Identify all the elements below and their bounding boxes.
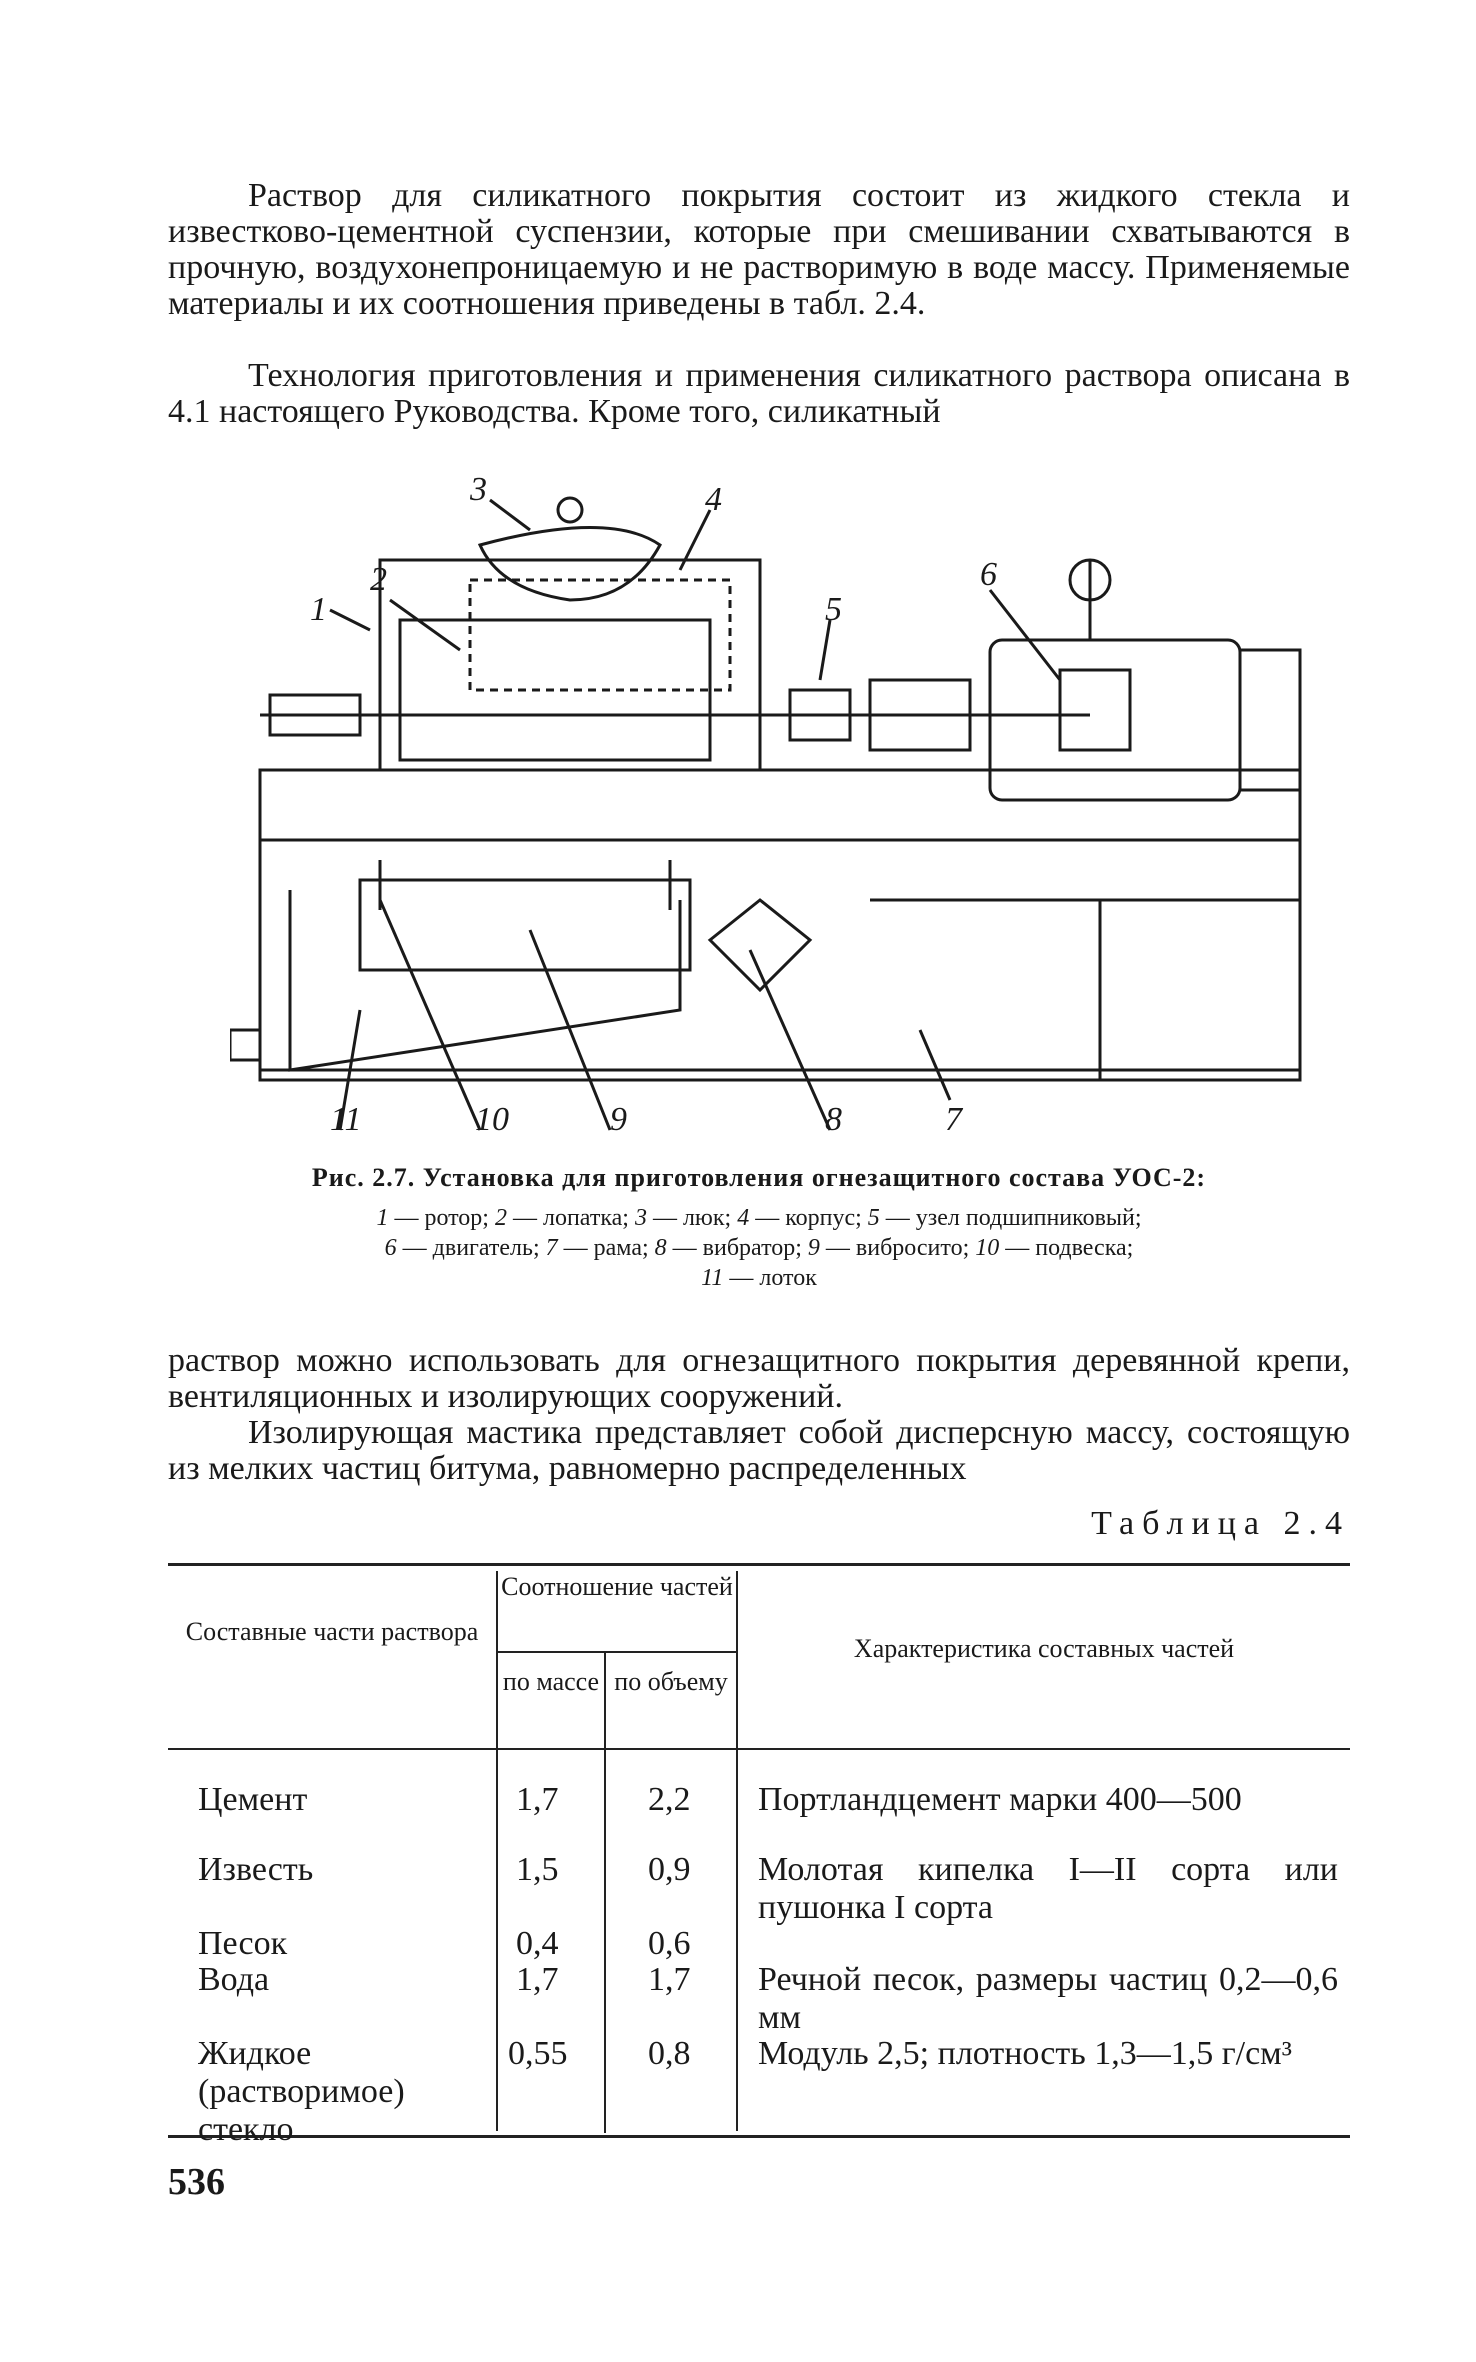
row-3-name: Песок: [198, 1925, 288, 1962]
row-5-char: Модуль 2,5; плотность 1,3—1,5 г/см³: [758, 2035, 1292, 2072]
figure-label-1: 1: [310, 591, 327, 628]
figure-caption-legend: [168, 1203, 1350, 1293]
legend-line-1: 1 — ротор; 2 — лопатка; 3 — люк; 4 — корпус; 5 — узел подшипниковый;: [376, 1205, 1142, 1231]
figure-label-8: 8: [825, 1101, 842, 1138]
header-components: Составные части раствора: [185, 1617, 479, 1646]
figure-label-5: 5: [825, 591, 842, 628]
materials-table: [168, 1563, 1350, 2148]
trough-shape: [290, 890, 680, 1070]
vibrator: [710, 900, 810, 990]
row-1-mass: 1,7: [516, 1781, 559, 1818]
row-4-name: Вода: [198, 1961, 270, 1998]
header-by-mass: по массе: [502, 1667, 600, 1696]
paragraph-3: раствор можно использовать для огнезащитного покрытия деревянной крепи, вентиляционных и изолирующих сооружений.: [168, 1342, 1350, 1415]
row-4-mass: 1,7: [516, 1961, 559, 1998]
header-by-volume: по объему: [614, 1667, 728, 1696]
frame-body: [260, 840, 1300, 1080]
row-1-char: Портландцемент марки 400—500: [758, 1781, 1242, 1818]
figure-label-10: 10: [475, 1101, 509, 1138]
figure-label-9: 9: [610, 1101, 627, 1138]
housing: [380, 560, 760, 770]
table-header-rule: [168, 1748, 1350, 1750]
figure-caption-title: Рис. 2.7. Установка для приготовления огнезащитного состава УОС-2:: [311, 1163, 1207, 1192]
sieve: [360, 880, 690, 970]
figure-label-11: 11: [330, 1101, 362, 1138]
legend-line-2: 6 — двигатель; 7 — рама; 8 — вибратор; 9 — вибросито; 10 — подвеска;: [384, 1235, 1134, 1261]
base-plate: [260, 770, 1300, 840]
row-2-mass: 1,5: [516, 1851, 559, 1888]
row-2-volume: 0,9: [648, 1851, 691, 1888]
legend-line-3: 11 — лоток: [701, 1265, 817, 1291]
row-4-char: Речной песок, размеры частиц 0,2—0,6 мм: [758, 1961, 1338, 2036]
row-1-volume: 2,2: [648, 1781, 691, 1818]
paragraph-4: Изолирующая мастика представляет собой дисперсную массу, состоящую из мелких частиц битума, равномерно распределенных: [168, 1414, 1350, 1487]
table-top-rule: [168, 1563, 1350, 1566]
figure-installation-diagram: [230, 470, 1330, 1150]
figure-label-4: 4: [705, 481, 722, 518]
motor-body: [990, 640, 1240, 800]
paragraph-2: Технология приготовления и применения силикатного раствора описана в 4.1 настоящего Руководства. Кроме того, силикатный: [168, 357, 1350, 430]
header-ratio: Соотношение частей: [501, 1572, 733, 1601]
row-4-volume: 1,7: [648, 1961, 691, 1998]
hatch: [480, 528, 660, 601]
row-5-volume: 0,8: [648, 2035, 691, 2072]
row-2-name: Известь: [198, 1851, 314, 1888]
figure-label-6: 6: [980, 556, 997, 593]
row-5-mass: 0,55: [508, 2035, 568, 2072]
row-3-volume: 0,6: [648, 1925, 691, 1962]
figure-label-2: 2: [370, 561, 387, 598]
page-number: 536: [168, 2161, 225, 2203]
table-title: Таблица 2.4: [1091, 1505, 1350, 1542]
row-1-name: Цемент: [198, 1781, 308, 1818]
figure-label-7: 7: [945, 1101, 962, 1138]
header-characteristic: Характеристика составных частей: [853, 1634, 1235, 1663]
installation-drawing: [230, 470, 1330, 1150]
paragraph-1: Раствор для силикатного покрытия состоит из жидкого стекла и известково-цементной суспензии, которые при смешивании схватываются в прочную, воздухонепроницаемую и не растворимую в воде массу. Применяемые материалы и их соотношения приведены в табл. 2.4.: [168, 177, 1350, 322]
row-3-mass: 0,4: [516, 1925, 559, 1962]
row-5-name: Жидкое (растворимое) стекло: [198, 2035, 405, 2148]
figure-label-3: 3: [470, 471, 487, 508]
row-2-char: Молотая кипелка I—II сорта или пушонка I сорта: [758, 1851, 1338, 1926]
